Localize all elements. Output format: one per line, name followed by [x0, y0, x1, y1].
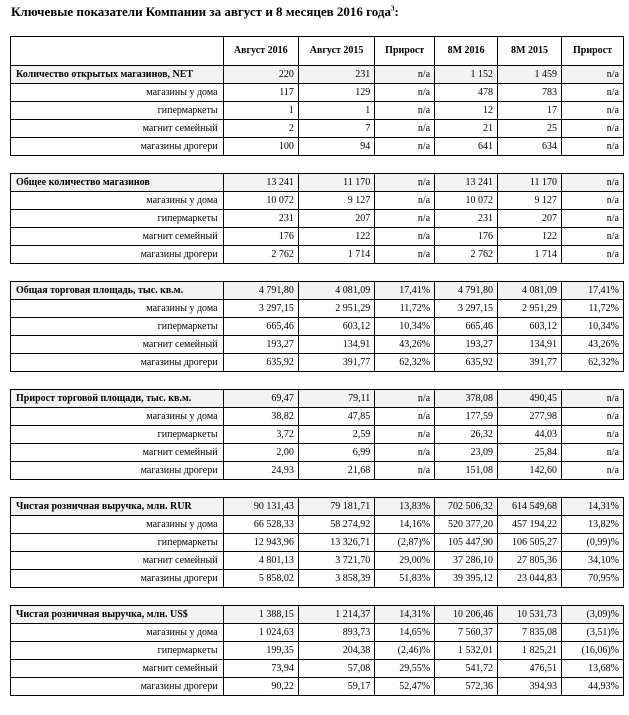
- section-spacer: [11, 588, 624, 606]
- value-cell: 13 241: [223, 174, 298, 192]
- value-cell: n/a: [562, 408, 624, 426]
- value-cell: 10,34%: [562, 318, 624, 336]
- value-cell: 2: [223, 120, 298, 138]
- sub-row: [11, 552, 624, 570]
- value-cell: 11 170: [498, 174, 562, 192]
- value-cell: (0,99)%: [562, 534, 624, 552]
- spacer-cell: [11, 588, 624, 606]
- value-cell: 199,35: [223, 642, 298, 660]
- value-cell: 204,38: [298, 642, 374, 660]
- section-label: Чистая розничная выручка, млн. US$: [11, 606, 224, 624]
- value-cell: 11,72%: [375, 300, 435, 318]
- value-cell: n/a: [375, 228, 435, 246]
- section-row: [11, 66, 624, 84]
- row-label: гипермаркеты: [11, 426, 224, 444]
- sub-row: [11, 516, 624, 534]
- value-cell: 100: [223, 138, 298, 156]
- sub-row: [11, 426, 624, 444]
- sub-row: [11, 354, 624, 372]
- value-cell: 1 532,01: [435, 642, 498, 660]
- section-label: Прирост торговой площади, тыс. кв.м.: [11, 390, 224, 408]
- value-cell: n/a: [375, 408, 435, 426]
- value-cell: 9 127: [298, 192, 374, 210]
- value-cell: 783: [498, 84, 562, 102]
- header-cell: Август 2016: [223, 37, 298, 66]
- section-spacer: [11, 372, 624, 390]
- value-cell: 51,83%: [375, 570, 435, 588]
- row-label: гипермаркеты: [11, 210, 224, 228]
- value-cell: (3,09)%: [562, 606, 624, 624]
- value-cell: 94: [298, 138, 374, 156]
- value-cell: n/a: [375, 426, 435, 444]
- value-cell: n/a: [562, 138, 624, 156]
- value-cell: 702 506,32: [435, 498, 498, 516]
- value-cell: (2,87)%: [375, 534, 435, 552]
- value-cell: 52,47%: [375, 678, 435, 696]
- value-cell: 1 388,15: [223, 606, 298, 624]
- value-cell: 17,41%: [562, 282, 624, 300]
- title-text: Ключевые показатели Компании за август и 8 месяцев 2016 года: [11, 4, 391, 19]
- value-cell: 13 326,71: [298, 534, 374, 552]
- value-cell: 2,59: [298, 426, 374, 444]
- value-cell: 176: [223, 228, 298, 246]
- value-cell: n/a: [562, 462, 624, 480]
- value-cell: n/a: [375, 210, 435, 228]
- value-cell: 6,99: [298, 444, 374, 462]
- sub-row: [11, 210, 624, 228]
- sub-row: [11, 228, 624, 246]
- value-cell: 1: [223, 102, 298, 120]
- value-cell: 476,51: [498, 660, 562, 678]
- row-label: магазины у дома: [11, 624, 224, 642]
- value-cell: 1 024,63: [223, 624, 298, 642]
- value-cell: 603,12: [498, 318, 562, 336]
- value-cell: 4 081,09: [498, 282, 562, 300]
- row-label: магазины дрогери: [11, 246, 224, 264]
- sub-row: [11, 624, 624, 642]
- value-cell: 572,36: [435, 678, 498, 696]
- value-cell: 117: [223, 84, 298, 102]
- value-cell: 13,82%: [562, 516, 624, 534]
- value-cell: n/a: [562, 84, 624, 102]
- sub-row: [11, 642, 624, 660]
- value-cell: 2 762: [435, 246, 498, 264]
- value-cell: 12 943,96: [223, 534, 298, 552]
- value-cell: 177,59: [435, 408, 498, 426]
- row-label: магнит семейный: [11, 228, 224, 246]
- value-cell: 9 127: [498, 192, 562, 210]
- page-title: Ключевые показатели Компании за август и 8 месяцев 2016 года$^3$:: [11, 4, 399, 19]
- row-label: магазины у дома: [11, 408, 224, 426]
- value-cell: 59,17: [298, 678, 374, 696]
- spacer-cell: [11, 372, 624, 390]
- value-cell: 39 395,12: [435, 570, 498, 588]
- value-cell: 21,68: [298, 462, 374, 480]
- value-cell: 105 447,90: [435, 534, 498, 552]
- row-label: магнит семейный: [11, 444, 224, 462]
- value-cell: 134,91: [498, 336, 562, 354]
- value-cell: 27 805,36: [498, 552, 562, 570]
- value-cell: 62,32%: [375, 354, 435, 372]
- value-cell: 62,32%: [562, 354, 624, 372]
- row-label: магнит семейный: [11, 336, 224, 354]
- row-label: магазины у дома: [11, 300, 224, 318]
- sub-row: [11, 336, 624, 354]
- value-cell: n/a: [375, 444, 435, 462]
- value-cell: 2,00: [223, 444, 298, 462]
- value-cell: (2,46)%: [375, 642, 435, 660]
- value-cell: n/a: [562, 66, 624, 84]
- value-cell: 134,91: [298, 336, 374, 354]
- value-cell: n/a: [562, 246, 624, 264]
- value-cell: 1 714: [498, 246, 562, 264]
- section-row: [11, 390, 624, 408]
- value-cell: 23 044,83: [498, 570, 562, 588]
- value-cell: 176: [435, 228, 498, 246]
- value-cell: 541,72: [435, 660, 498, 678]
- section-label: Общее количество магазинов: [11, 174, 224, 192]
- value-cell: 11,72%: [562, 300, 624, 318]
- header-empty-cell: [11, 37, 224, 66]
- row-label: магазины дрогери: [11, 570, 224, 588]
- value-cell: 614 549,68: [498, 498, 562, 516]
- value-cell: 73,94: [223, 660, 298, 678]
- row-label: магазины дрогери: [11, 462, 224, 480]
- value-cell: 3 297,15: [435, 300, 498, 318]
- value-cell: n/a: [375, 174, 435, 192]
- value-cell: 13,83%: [375, 498, 435, 516]
- row-label: гипермаркеты: [11, 318, 224, 336]
- row-label: магнит семейный: [11, 552, 224, 570]
- section-row: [11, 498, 624, 516]
- value-cell: 37 286,10: [435, 552, 498, 570]
- value-cell: n/a: [375, 84, 435, 102]
- value-cell: 17: [498, 102, 562, 120]
- value-cell: 635,92: [223, 354, 298, 372]
- kpi-table-body: [11, 37, 624, 696]
- header-cell: Прирост: [562, 37, 624, 66]
- value-cell: n/a: [562, 390, 624, 408]
- row-label: магнит семейный: [11, 660, 224, 678]
- value-cell: 90,22: [223, 678, 298, 696]
- value-cell: 4 081,09: [298, 282, 374, 300]
- sub-row: [11, 138, 624, 156]
- value-cell: 220: [223, 66, 298, 84]
- value-cell: 7 835,08: [498, 624, 562, 642]
- value-cell: 10 072: [223, 192, 298, 210]
- value-cell: 79,11: [298, 390, 374, 408]
- value-cell: n/a: [375, 246, 435, 264]
- header-cell: Прирост: [375, 37, 435, 66]
- sub-row: [11, 570, 624, 588]
- header-cell: 8М 2016: [435, 37, 498, 66]
- header-cell: Август 2015: [298, 37, 374, 66]
- value-cell: 12: [435, 102, 498, 120]
- value-cell: 34,10%: [562, 552, 624, 570]
- value-cell: 1 825,21: [498, 642, 562, 660]
- value-cell: 10,34%: [375, 318, 435, 336]
- value-cell: 490,45: [498, 390, 562, 408]
- value-cell: 391,77: [498, 354, 562, 372]
- value-cell: 277,98: [498, 408, 562, 426]
- value-cell: 603,12: [298, 318, 374, 336]
- value-cell: 11 170: [298, 174, 374, 192]
- value-cell: 10 206,46: [435, 606, 498, 624]
- row-label: магазины дрогери: [11, 678, 224, 696]
- value-cell: 520 377,20: [435, 516, 498, 534]
- value-cell: 14,31%: [562, 498, 624, 516]
- value-cell: n/a: [562, 444, 624, 462]
- value-cell: 69,47: [223, 390, 298, 408]
- value-cell: 193,27: [223, 336, 298, 354]
- value-cell: 44,93%: [562, 678, 624, 696]
- value-cell: 106 505,27: [498, 534, 562, 552]
- value-cell: 634: [498, 138, 562, 156]
- value-cell: 641: [435, 138, 498, 156]
- value-cell: 3,72: [223, 426, 298, 444]
- kpi-table: [10, 36, 624, 696]
- value-cell: n/a: [562, 120, 624, 138]
- row-label: магазины у дома: [11, 192, 224, 210]
- value-cell: n/a: [375, 462, 435, 480]
- value-cell: n/a: [562, 210, 624, 228]
- value-cell: 207: [498, 210, 562, 228]
- value-cell: n/a: [562, 192, 624, 210]
- row-label: магазины у дома: [11, 84, 224, 102]
- value-cell: 231: [435, 210, 498, 228]
- value-cell: n/a: [375, 66, 435, 84]
- sub-row: [11, 408, 624, 426]
- value-cell: (16,06)%: [562, 642, 624, 660]
- value-cell: 58 274,92: [298, 516, 374, 534]
- value-cell: 1 214,37: [298, 606, 374, 624]
- value-cell: (3,51)%: [562, 624, 624, 642]
- value-cell: 43,26%: [375, 336, 435, 354]
- spacer-cell: [11, 264, 624, 282]
- value-cell: 44,03: [498, 426, 562, 444]
- value-cell: n/a: [562, 426, 624, 444]
- value-cell: 47,85: [298, 408, 374, 426]
- value-cell: 4 791,80: [223, 282, 298, 300]
- value-cell: 5 858,02: [223, 570, 298, 588]
- value-cell: 90 131,43: [223, 498, 298, 516]
- sub-row: [11, 120, 624, 138]
- value-cell: 3 297,15: [223, 300, 298, 318]
- value-cell: 79 181,71: [298, 498, 374, 516]
- value-cell: 665,46: [223, 318, 298, 336]
- value-cell: 13,68%: [562, 660, 624, 678]
- value-cell: 893,73: [298, 624, 374, 642]
- sub-row: [11, 444, 624, 462]
- value-cell: 122: [298, 228, 374, 246]
- value-cell: 25,84: [498, 444, 562, 462]
- value-cell: 378,08: [435, 390, 498, 408]
- section-spacer: [11, 480, 624, 498]
- value-cell: 1 459: [498, 66, 562, 84]
- row-label: гипермаркеты: [11, 102, 224, 120]
- sub-row: [11, 534, 624, 552]
- section-row: [11, 282, 624, 300]
- value-cell: 1 714: [298, 246, 374, 264]
- value-cell: 665,46: [435, 318, 498, 336]
- value-cell: 43,26%: [562, 336, 624, 354]
- value-cell: 7 560,37: [435, 624, 498, 642]
- row-label: гипермаркеты: [11, 534, 224, 552]
- value-cell: 231: [223, 210, 298, 228]
- value-cell: n/a: [562, 102, 624, 120]
- sub-row: [11, 246, 624, 264]
- section-spacer: [11, 264, 624, 282]
- value-cell: 10 531,73: [498, 606, 562, 624]
- row-label: магазины дрогери: [11, 354, 224, 372]
- value-cell: 122: [498, 228, 562, 246]
- value-cell: 394,93: [498, 678, 562, 696]
- value-cell: 457 194,22: [498, 516, 562, 534]
- value-cell: 193,27: [435, 336, 498, 354]
- value-cell: 14,65%: [375, 624, 435, 642]
- value-cell: 207: [298, 210, 374, 228]
- row-label: магазины дрогери: [11, 138, 224, 156]
- value-cell: 10 072: [435, 192, 498, 210]
- sub-row: [11, 300, 624, 318]
- section-spacer: [11, 156, 624, 174]
- value-cell: 3 858,39: [298, 570, 374, 588]
- value-cell: 29,55%: [375, 660, 435, 678]
- sub-row: [11, 318, 624, 336]
- row-label: магнит семейный: [11, 120, 224, 138]
- sub-row: [11, 660, 624, 678]
- title-footnote: 3: [390, 4, 395, 13]
- header-cell: 8М 2015: [498, 37, 562, 66]
- spacer-cell: [11, 156, 624, 174]
- value-cell: 13 241: [435, 174, 498, 192]
- value-cell: n/a: [375, 390, 435, 408]
- section-label: Количество открытых магазинов, NET: [11, 66, 224, 84]
- value-cell: 26,32: [435, 426, 498, 444]
- section-label: Общая торговая площадь, тыс. кв.м.: [11, 282, 224, 300]
- value-cell: n/a: [375, 192, 435, 210]
- value-cell: 7: [298, 120, 374, 138]
- value-cell: n/a: [562, 228, 624, 246]
- value-cell: 635,92: [435, 354, 498, 372]
- sub-row: [11, 462, 624, 480]
- value-cell: 24,93: [223, 462, 298, 480]
- value-cell: n/a: [562, 174, 624, 192]
- value-cell: 391,77: [298, 354, 374, 372]
- sub-row: [11, 102, 624, 120]
- value-cell: n/a: [375, 102, 435, 120]
- value-cell: 66 528,33: [223, 516, 298, 534]
- value-cell: 2 951,29: [498, 300, 562, 318]
- value-cell: 38,82: [223, 408, 298, 426]
- value-cell: 151,08: [435, 462, 498, 480]
- value-cell: 4 801,13: [223, 552, 298, 570]
- value-cell: 70,95%: [562, 570, 624, 588]
- value-cell: 57,08: [298, 660, 374, 678]
- sub-row: [11, 84, 624, 102]
- value-cell: 25: [498, 120, 562, 138]
- value-cell: 2 951,29: [298, 300, 374, 318]
- value-cell: n/a: [375, 120, 435, 138]
- value-cell: n/a: [375, 138, 435, 156]
- value-cell: 4 791,80: [435, 282, 498, 300]
- value-cell: 1 152: [435, 66, 498, 84]
- value-cell: 1: [298, 102, 374, 120]
- section-label: Чистая розничная выручка, млн. RUR: [11, 498, 224, 516]
- value-cell: 14,16%: [375, 516, 435, 534]
- value-cell: 17,41%: [375, 282, 435, 300]
- sub-row: [11, 192, 624, 210]
- spacer-cell: [11, 480, 624, 498]
- value-cell: 14,31%: [375, 606, 435, 624]
- sub-row: [11, 678, 624, 696]
- header-row: [11, 37, 624, 66]
- value-cell: 142,60: [498, 462, 562, 480]
- value-cell: 478: [435, 84, 498, 102]
- row-label: магазины у дома: [11, 516, 224, 534]
- section-row: [11, 174, 624, 192]
- value-cell: 129: [298, 84, 374, 102]
- row-label: гипермаркеты: [11, 642, 224, 660]
- value-cell: 231: [298, 66, 374, 84]
- section-row: [11, 606, 624, 624]
- value-cell: 21: [435, 120, 498, 138]
- value-cell: 23,09: [435, 444, 498, 462]
- value-cell: 29,00%: [375, 552, 435, 570]
- value-cell: 2 762: [223, 246, 298, 264]
- value-cell: 3 721,70: [298, 552, 374, 570]
